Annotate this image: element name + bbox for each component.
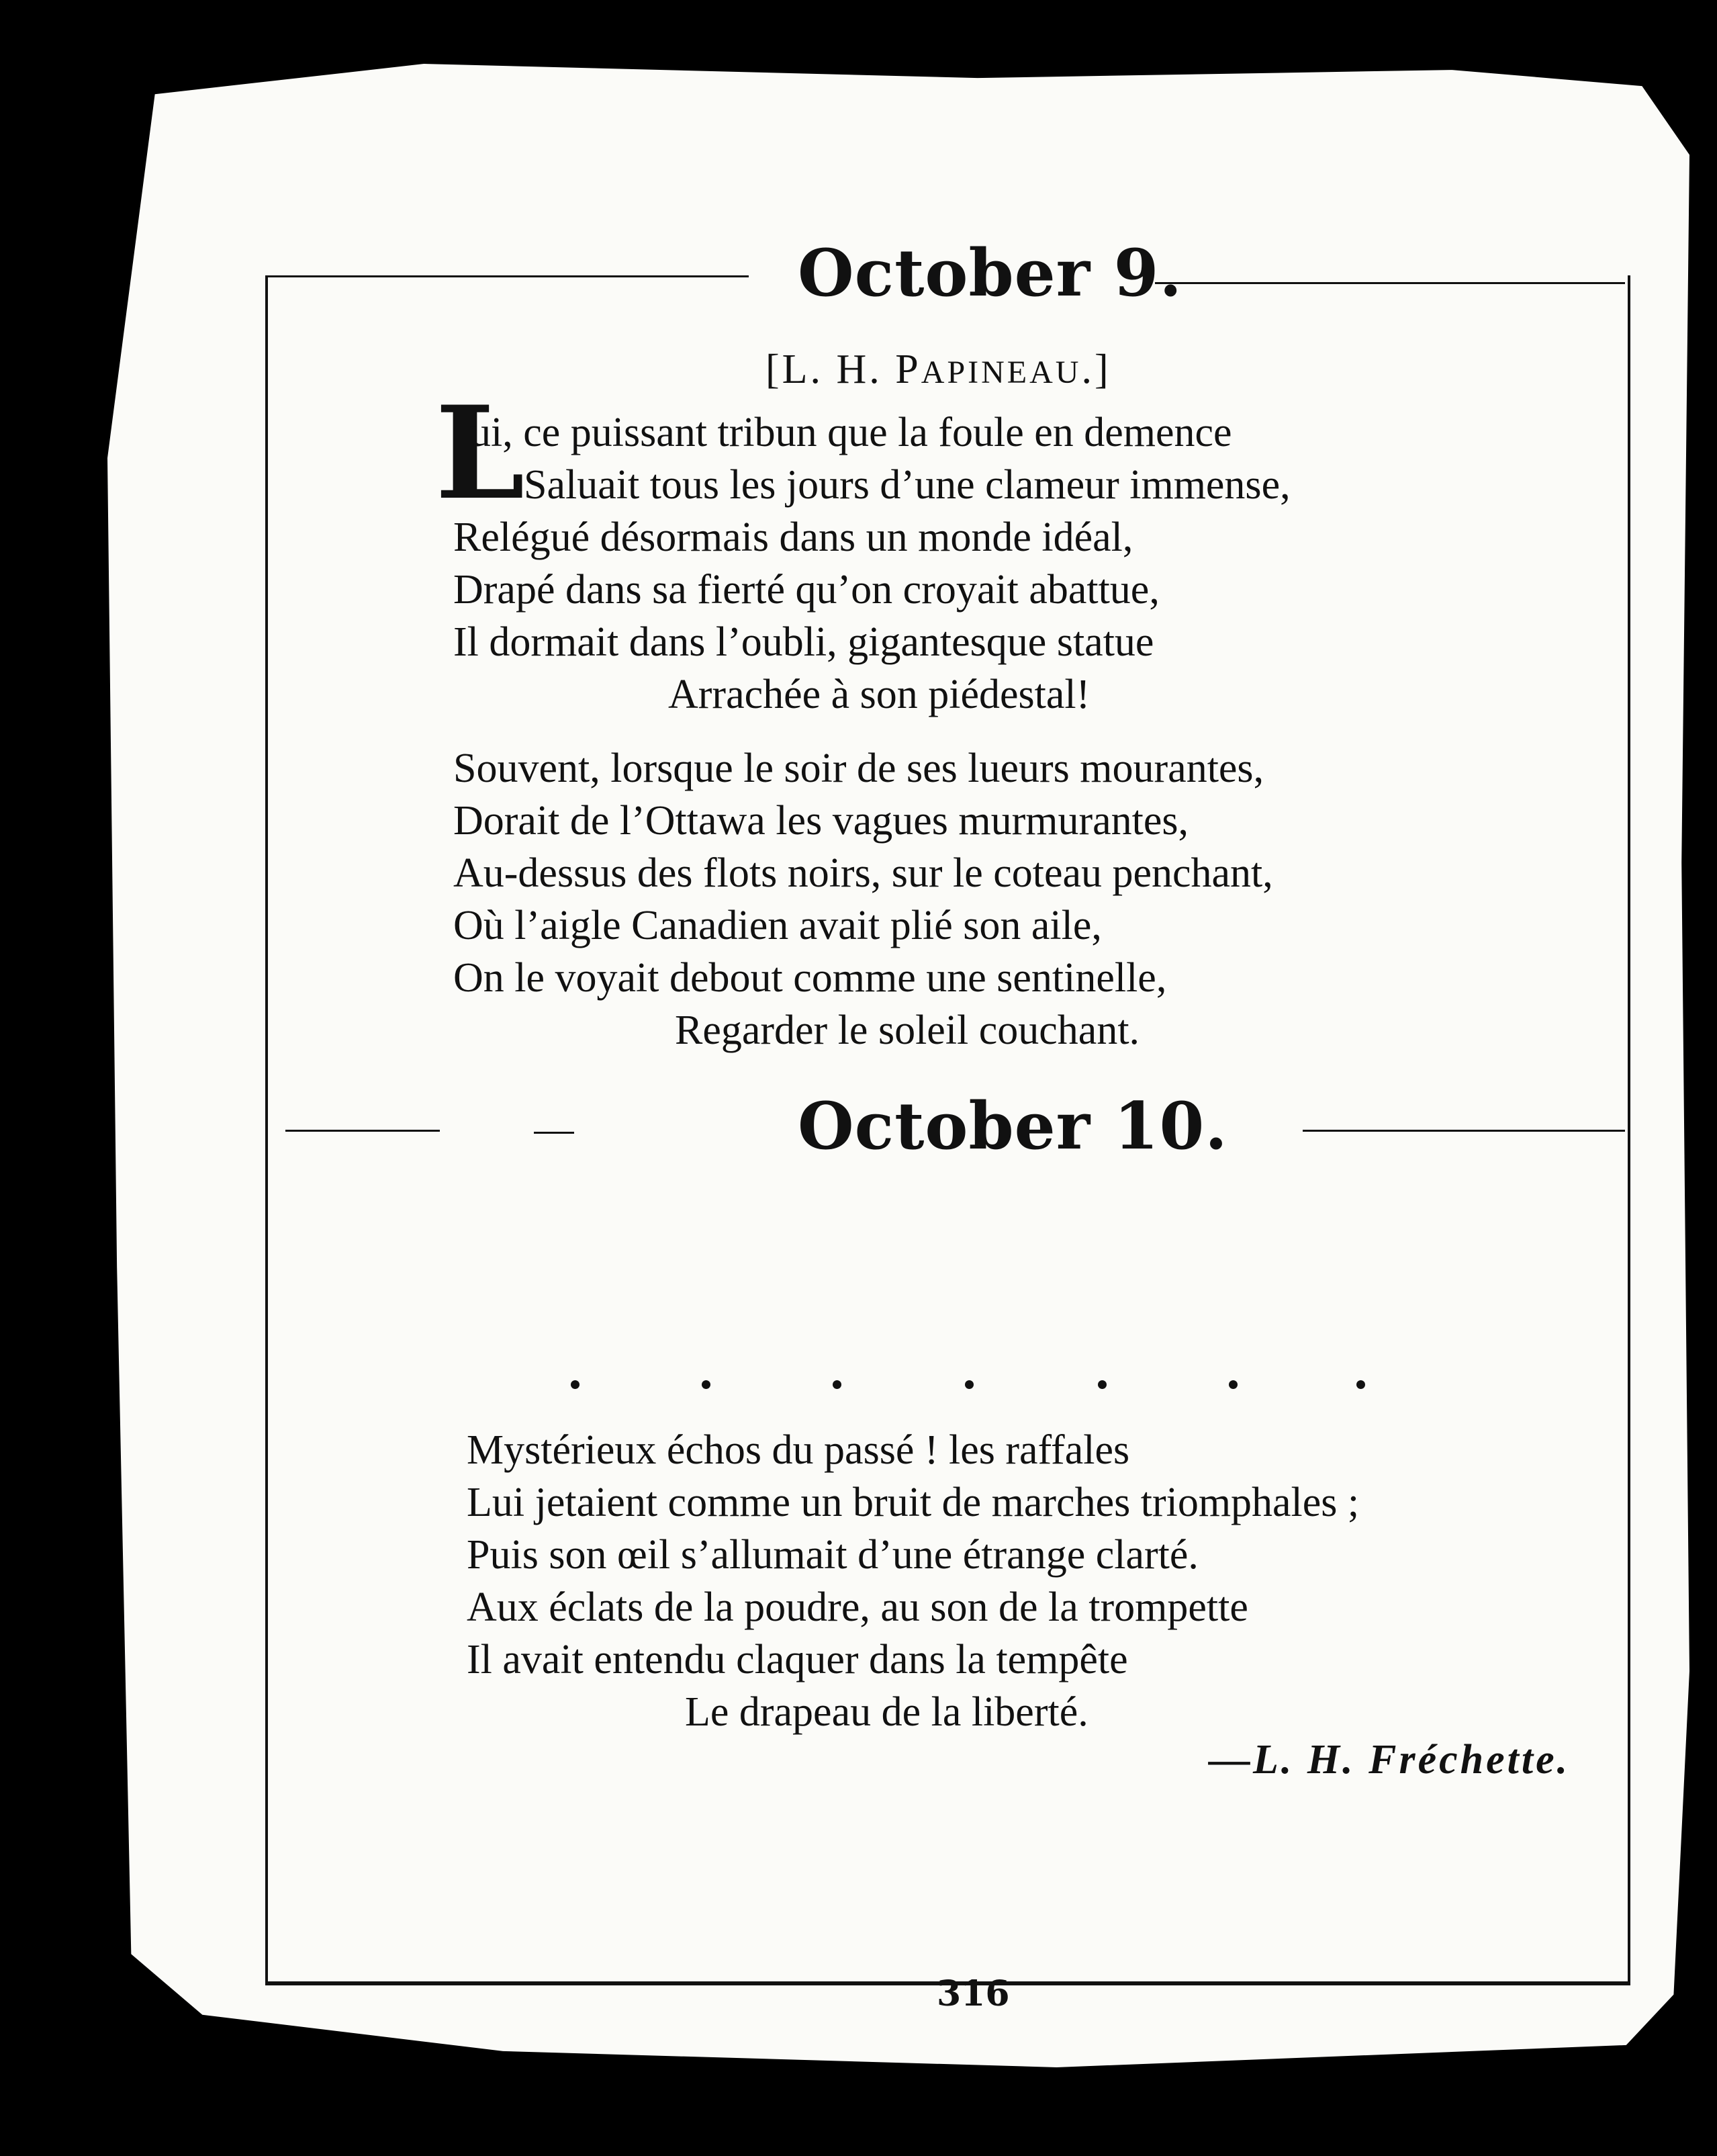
top-rule-left (265, 275, 749, 277)
heading-october-9: October 9. (798, 235, 1182, 311)
verse-line: Au-dessus des flots noirs, sur le coteau penchant, (453, 850, 1273, 896)
verse-line: Lui jetaient comme un bruit de marches triomphales ; (467, 1480, 1360, 1525)
verse-line: Où l’aigle Canadien avait plié son aile, (453, 903, 1102, 948)
middle-rule-left-short (534, 1132, 574, 1134)
verse-line: Le drapeau de la liberté. (685, 1689, 1088, 1735)
verse-line: Regarder le soleil couchant. (675, 1007, 1140, 1053)
top-rule-right (1155, 282, 1625, 284)
dot (702, 1380, 710, 1389)
verse-line: Il dormait dans l’oubli, gigantesque statue (453, 619, 1154, 665)
dot (571, 1380, 579, 1389)
dot (833, 1380, 841, 1389)
stanza-2 (453, 742, 1273, 1057)
dot (965, 1380, 974, 1389)
drop-cap: L (435, 378, 525, 528)
verse-line: Puis son œil s’allumait d’une étrange clarté. (467, 1532, 1199, 1578)
stanza-3 (467, 1424, 1359, 1738)
verse-line: Saluait tous les jours d’une clameur immense, (524, 462, 1291, 508)
page-number: 316 (937, 1973, 1010, 2014)
verse-line: ui, ce puissant tribun que la foule en demence (470, 410, 1232, 455)
ellipsis-dots (564, 1380, 1370, 1394)
heading-october-10: October 10. (798, 1088, 1228, 1164)
verse-line: Souvent, lorsque le soir de ses lueurs mourantes, (453, 746, 1264, 791)
stanza-1 (453, 406, 1291, 721)
verse-line: Aux éclats de la poudre, au son de la trompette (467, 1584, 1248, 1630)
verse-line: Arrachée à son piédestal! (668, 672, 1090, 717)
dot (1356, 1380, 1365, 1389)
subtitle-open: [L. H. P (765, 347, 921, 392)
subtitle-papineau (765, 346, 1111, 394)
verse-line: On le voyait debout comme une sentinelle, (453, 955, 1167, 1001)
attribution: —L. H. Fréchette. (1209, 1737, 1571, 1783)
verse-line: Drapé dans sa fierté qu’on croyait abattue, (453, 567, 1160, 613)
dot (1098, 1380, 1107, 1389)
middle-rule-left (285, 1130, 440, 1132)
verse-line: Il avait entendu claquer dans la tempête (467, 1637, 1128, 1682)
subtitle-smallcaps: APINEAU (921, 355, 1082, 390)
middle-rule-right (1303, 1130, 1625, 1132)
subtitle-close: .] (1081, 347, 1111, 392)
dot (1229, 1380, 1238, 1389)
verse-line: Mystérieux échos du passé ! les raffales (467, 1427, 1130, 1473)
verse-line: Relégué désormais dans un monde idéal, (453, 514, 1133, 560)
verse-line: Dorait de l’Ottawa les vagues murmurantes, (453, 798, 1189, 844)
